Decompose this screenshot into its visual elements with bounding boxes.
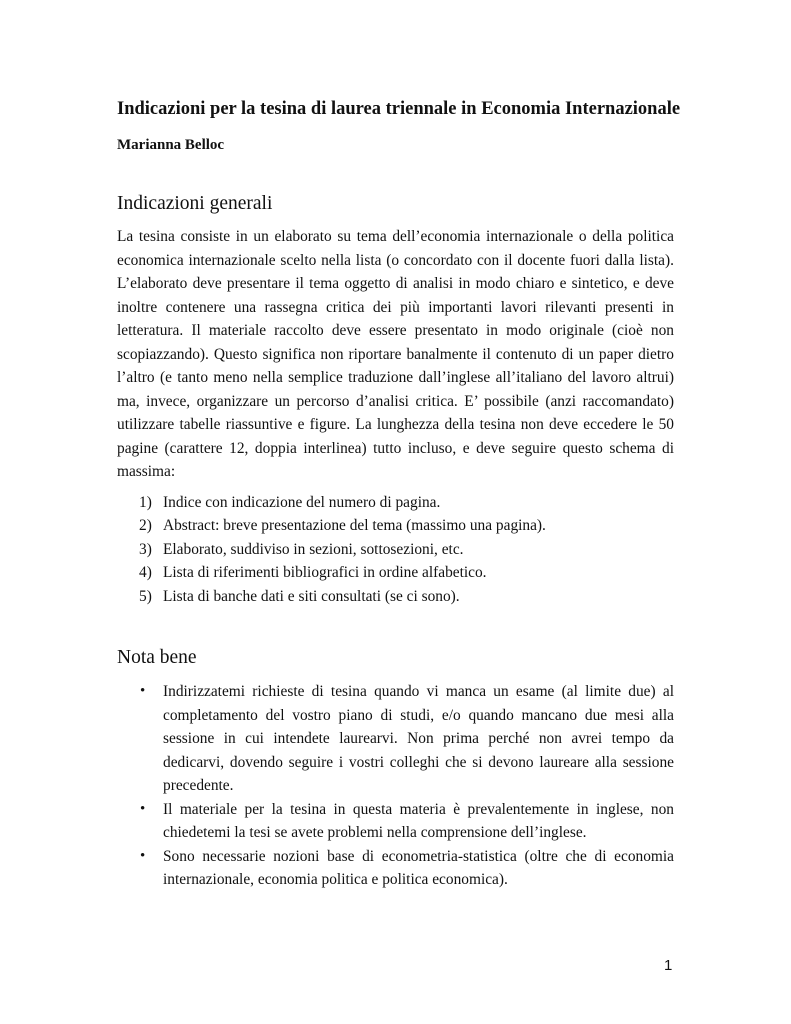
list-item-number: 1) [139,493,152,511]
schema-list [117,491,674,609]
list-item-text: Abstract: breve presentazione del tema (massimo una pagina). [163,517,546,534]
bullet-icon: • [140,847,146,864]
page-number: 1 [664,957,673,974]
list-item-text: Lista di riferimenti bibliografici in ordine alfabetico. [163,564,487,581]
nota-bene-list [117,680,674,892]
document-title: Indicazioni per la tesina di laurea triennale in Economia Internazionale [117,99,681,119]
list-item-number: 3) [139,540,152,558]
document-page [117,96,681,892]
bullet-icon: • [140,800,146,817]
schema-list-item [117,538,674,562]
list-item-text: Lista di banche dati e siti consultati (se ci sono). [163,587,460,605]
schema-list-item [117,514,674,538]
schema-list-item [117,585,674,609]
list-item-number: 2) [139,517,152,534]
section-heading-nota-bene: Nota bene [117,647,197,668]
schema-list-item [117,561,674,585]
nota-bene-item [117,680,674,798]
list-item-number: 5) [139,587,152,605]
general-paragraph: La tesina consiste in un elaborato su tema dell’economia internazionale o della politica economica internazionale scelto nella lista (o concordato con il docente fuori dalla lista). L’elaborato deve presentare il tema oggetto di analisi in modo chiaro e sintetico, e deve inoltre contenere una rassegna critica dei più importanti lavori rilevanti presenti in letteratura. Il materiale raccolto deve essere presentato in modo originale (cioè non scopiazzando). Questo significa non riportare banalmente il contenuto di un paper dietro l’altro (e tanto meno nella semplice traduzione dall’inglese all’italiano del lavoro altrui) ma, invece, organizzare un percorso d’analisi critica. E’ possibile (anzi raccomandato) utilizzare tabelle riassuntive e figure. La lunghezza della tesina non deve eccedere le 50 pagine (carattere 12, doppia interlinea) tutto incluso, e deve seguire questo schema di massima: [117,228,674,480]
document-author: Marianna Belloc [117,137,225,153]
list-item-text: Indice con indicazione del numero di pagina. [163,493,441,511]
nota-bene-item [117,798,674,845]
list-item-text: Elaborato, suddiviso in sezioni, sottosezioni, etc. [163,540,464,558]
nota-bene-item [117,845,674,892]
nota-bene-text: Sono necessarie nozioni base di econometria-statistica (oltre che di economia internazionale, economia politica e politica economica). [163,847,674,888]
list-item-number: 4) [139,564,152,581]
nota-bene-text: Il materiale per la tesina in questa materia è prevalentemente in inglese, non chiedetemi la tesi se avete problemi nella comprensione dell’inglese. [163,800,674,841]
schema-list-item [117,491,674,515]
bullet-icon: • [140,683,146,699]
section-heading-general: Indicazioni generali [117,193,273,214]
nota-bene-text: Indirizzatemi richieste di tesina quando vi manca un esame (al limite due) al completamento del vostro piano di studi, e/o quando mancano due mesi alla sessione in cui intendete laurearvi. Non prima perché non avrei tempo da dedicarvi, dovendo seguire i vostri colleghi che si devono laureare alla sessione precedente. [163,683,674,794]
